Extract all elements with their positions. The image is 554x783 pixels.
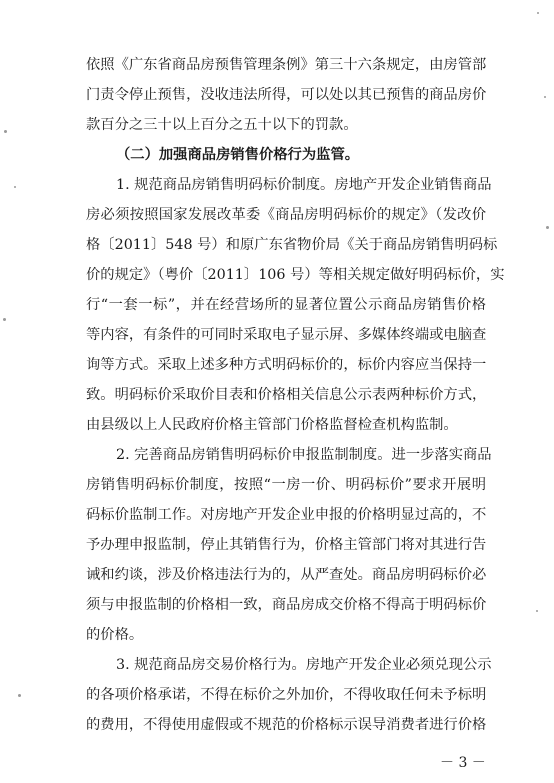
- text-line: 予办理申报监制，停止其销售行为，价格主管部门将对其进行告: [86, 537, 487, 553]
- text-line: 致。明码标价采取价目表和价格相关信息公示表两种标价方式，: [86, 387, 487, 403]
- scan-speck: [18, 694, 21, 697]
- text-line: 款百分之三十以上百分之五十以下的罚款。: [86, 117, 358, 133]
- text-line: 诫和约谈，涉及价格违法行为的，从严查处。商品房明码标价必: [86, 567, 487, 583]
- page-number: － 3 －: [440, 755, 486, 771]
- text-line: 询等方式。采取上述多种方式明码标价的，标价内容应当保持一: [86, 357, 487, 373]
- text-line: 房必须按照国家发展改革委《商品房明码标价的规定》（发改价: [86, 207, 486, 223]
- scan-speck: [544, 96, 546, 98]
- scan-speck: [3, 318, 6, 321]
- text-line: 3. 规范商品房交易价格行为。房地产开发企业必须兑现公示: [116, 657, 492, 673]
- text-line: 码标价监制工作。对房地产开发企业申报的价格明显过高的，不: [86, 507, 487, 523]
- text-line: 价的规定》（粤价〔2011〕106 号）等相关规定做好明码标价，实: [86, 267, 505, 283]
- scan-speck: [546, 226, 549, 229]
- text-line: 房销售明码标价制度，按照“一房一价、明码标价”要求开展明: [86, 477, 486, 493]
- text-line: 的费用，不得使用虚假或不规范的价格标示误导消费者进行价格: [86, 717, 487, 733]
- text-line: 等内容，有条件的可同时采取电子显示屏、多媒体终端或电脑查: [86, 327, 487, 343]
- text-line: 2. 完善商品房销售明码标价申报监制制度。进一步落实商品: [116, 447, 492, 463]
- text-line: 须与申报监制的价格相一致，商品房成交价格不得高于明码标价: [86, 597, 487, 613]
- text-line: 的价格。: [86, 627, 144, 643]
- scan-speck: [537, 12, 539, 14]
- text-line: 门责令停止预售，没收违法所得，可以处以其已预售的商品房价: [86, 87, 487, 103]
- scan-speck: [4, 130, 7, 133]
- text-line: 1. 规范商品房销售明码标价制度。房地产开发企业销售商品: [116, 177, 492, 193]
- text-line: 由县级以上人民政府价格主管部门价格监督检查机构监制。: [86, 417, 458, 433]
- scan-speck: [536, 610, 538, 612]
- scan-speck: [14, 186, 16, 188]
- text-line: 的各项价格承诺，不得在标价之外加价，不得收取任何未予标明: [86, 687, 487, 703]
- text-line: 依照《广东省商品房预售管理条例》第三十六条规定，由房管部: [86, 57, 487, 73]
- text-line: 格〔2011〕548 号）和原广东省物价局《关于商品房销售明码标: [86, 237, 498, 253]
- section-heading: （二）加强商品房销售价格行为监管。: [116, 147, 360, 163]
- text-line: 行“一套一标”，并在经营场所的显著位置公示商品房销售价格: [86, 297, 486, 313]
